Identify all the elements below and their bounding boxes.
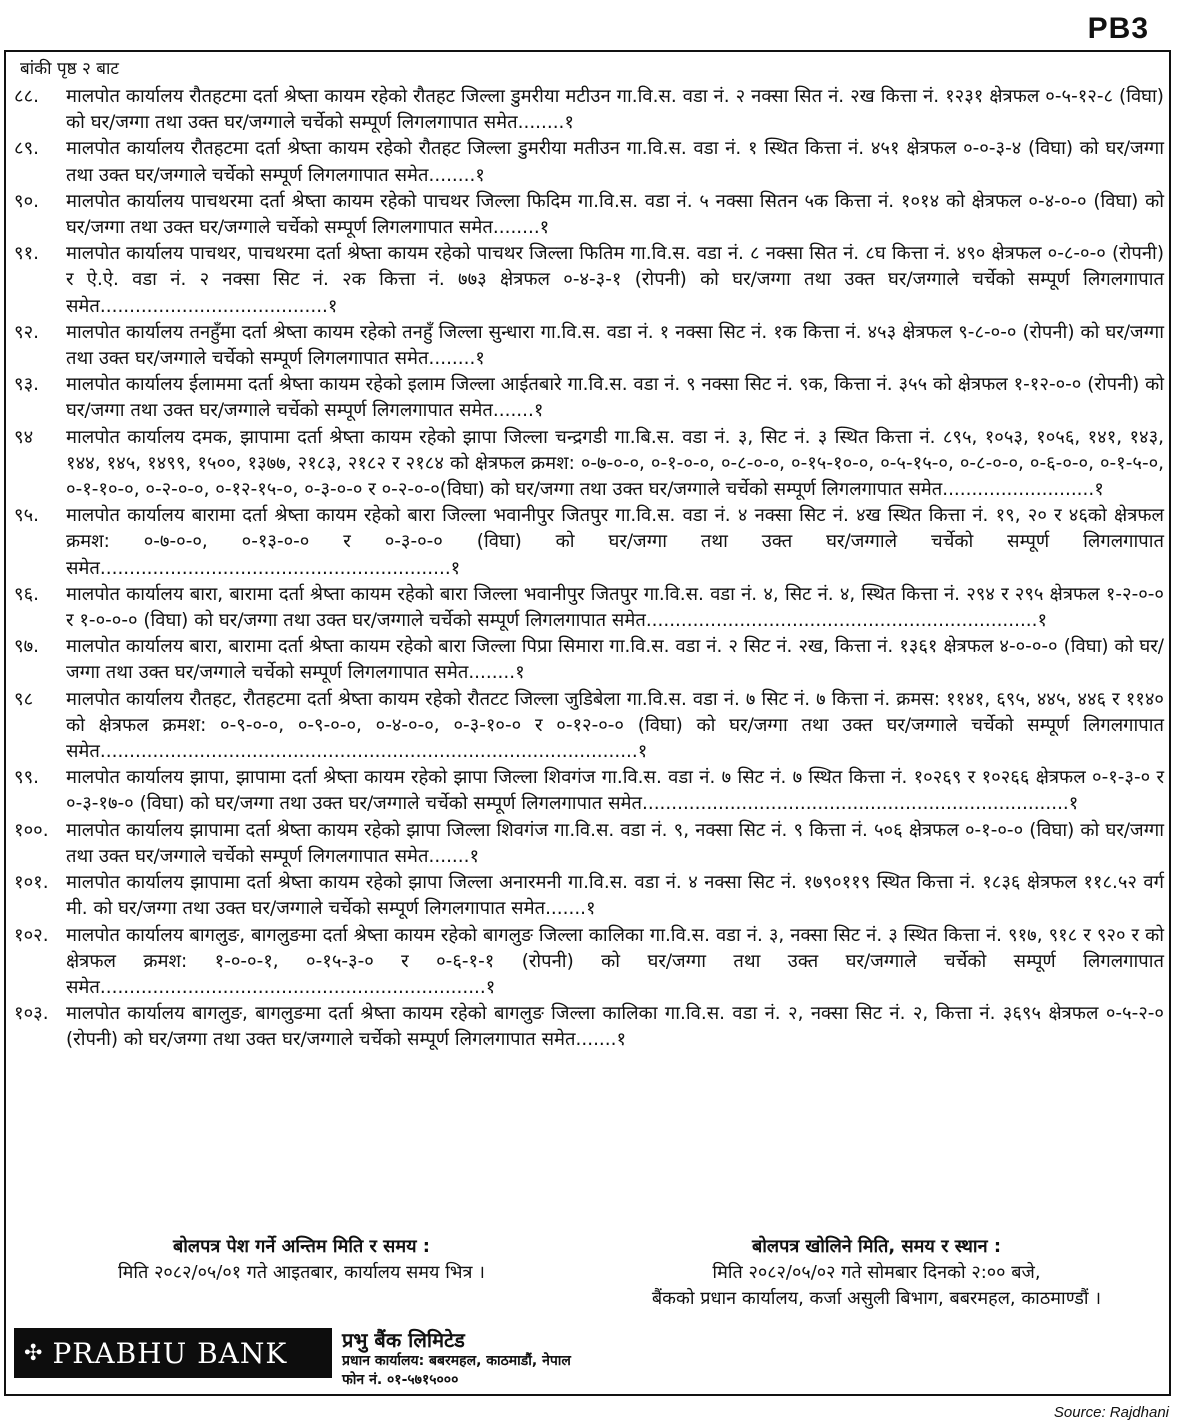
bid-info (14, 1234, 1164, 1312)
item-text: मालपोत कार्यालय रौतहटमा दर्ता श्रेष्ता कायम रहेको रौतहट जिल्ला डुमरीया मतीउन गा.वि.स. वडा नं. १ स्थित कित्ता नं. ४५१ क्षेत्रफल ०-०-३-४ (विघा) को घर/जग्गा तथा उक्त घर/जग्गाले चर्चेको सम्पूर्ण लिगलगापात समेत........१ (66, 138, 1164, 186)
item-text: मालपोत कार्यालय ईलाममा दर्ता श्रेष्ता कायम रहेको इलाम जिल्ला आईतबारे गा.वि.स. वडा नं. ९ नक्सा सिट नं. ९क, कित्ता नं. ३५५ को क्षेत्रफल १-१२-०-० (रोपनी) को घर/जग्गा तथा उक्त घर/जग्गाले चर्चेको सम्पूर्ण लिगलगापात समेत.......१ (66, 374, 1164, 422)
item-number: ९८ (14, 688, 34, 710)
bank-info (342, 1328, 571, 1390)
list-item (14, 818, 1164, 870)
item-text: मालपोत कार्यालय बारामा दर्ता श्रेष्ता कायम रहेको बारा जिल्ला भवानीपुर जितपुर गा.वि.स. वडा नं. ४ नक्सा सिट नं. ४ख स्थित कित्ता नं. १९, २० र ४६को क्षेत्रफल क्रमश: ०-७-०-०, ०-१३-०-० र ०-३-०-० (विघा) को घर/जग्गा तथा उक्त घर/जग्गाले चर्चेको सम्पूर्ण लिगलगापात समेत............................................................१ (66, 505, 1164, 579)
item-number: ९९. (14, 767, 39, 789)
bank-signature (14, 1328, 571, 1390)
bank-phone: फोन नं. ०१-५७१५००० (342, 1372, 459, 1388)
item-text: मालपोत कार्यालय बारा, बारामा दर्ता श्रेष्ता कायम रहेको बारा जिल्ला भवानीपुर जितपुर गा.वि.स. वडा नं. ४, सिट नं. ४, स्थित कित्ता नं. २९४ र २९५ क्षेत्रफल १-२-०-० र १-०-०-० (विघा) को घर/जग्गा तथा उक्त घर/जग्गाले चर्चेको सम्पूर्ण लिगलगापात समेत...................................................................१ (66, 583, 1164, 632)
list-item (14, 870, 1164, 922)
item-text: मालपोत कार्यालय दमक, झापामा दर्ता श्रेष्ता कायम रहेको झापा जिल्ला चन्द्रगडी गा.बि.स. वडा नं. ३, सिट नं. ३ स्थित कित्ता नं. ८९५, १०५३, १०५६, १४१, १४३, १४४, १४५, १४९९, १५००, १३७७, २१८३, २१८२ र २१८४ को क्षेत्रफल क्रमश: ०-७-०-०, ०-१-०-०, ०-८-०-०, ०-१५-१०-०, ०-५-१५-०, ०-८-०-०, ०-६-०-०, ०-१-५-०, ०-१-१०-०, ०-२-०-०, ०-१२-१५-०, ०-३-०-० र ०-२-०-०(विघा) को घर/जग्गा तथा उक्त घर/जग्गाले चर्चेको सम्पूर्ण लिगलगापात समेत..........................१ (66, 426, 1164, 501)
list-item (14, 372, 1164, 424)
bid-opening-heading: बोलपत्र खोलिने मिति, समय र स्थान : (751, 1236, 1002, 1257)
bank-name: प्रभु बैंक लिमिटेड (342, 1328, 465, 1352)
item-text: मालपोत कार्यालय पाचथरमा दर्ता श्रेष्ता कायम रहेको पाचथर जिल्ला फिदिम गा.वि.स. वडा नं. ५ नक्सा सितन ५क कित्ता नं. १०१४ को क्षेत्रफल ०-४-०-० (विघा) को घर/जग्गा तथा उक्त घर/जग्गाले चर्चेको सम्पूर्ण लिगलगापात समेत........१ (66, 190, 1164, 239)
item-number: ९०. (14, 190, 39, 212)
item-text: मालपोत कार्यालय झापा, झापामा दर्ता श्रेष्ता कायम रहेको झापा जिल्ला शिवगंज गा.वि.स. वडा नं. ७ सिट नं. ७ स्थित कित्ता नं. १०२६९ र १०२६६ क्षेत्रफल ०-१-३-० र ०-३-१७-० (विघा) को घर/जग्गा तथा उक्त घर/जग्गाले चर्चेको सम्पूर्ण लिगलगापात समेत.........................................................................१ (66, 767, 1164, 815)
item-text: मालपोत कार्यालय बारा, बारामा दर्ता श्रेष्ता कायम रहेको बारा जिल्ला पिप्रा सिमारा गा.वि.स. वडा नं. २ सिट नं. २ख, कित्ता नं. १३६१ क्षेत्रफल ४-०-०-० (विघा) को घर/जग्गा तथा उक्त घर/जग्गाले चर्चेको सम्पूर्ण लिगलगापात समेत........१ (66, 636, 1164, 684)
property-list (14, 84, 1164, 1054)
item-number: ८८. (14, 86, 39, 107)
list-item (14, 923, 1164, 1002)
list-item (14, 765, 1164, 817)
page-label: PB3 (1087, 12, 1149, 45)
list-item (14, 582, 1164, 634)
item-text: मालपोत कार्यालय रौतहटमा दर्ता श्रेष्ता कायम रहेको रौतहट जिल्ला डुमरीया मटीउन गा.वि.स. वडा नं. २ नक्सा सित नं. २ख कित्ता नं. १२३१ क्षेत्रफल ०-५-१२-८ (विघा) को घर/जग्गा तथा उक्त घर/जग्गाले चर्चेको सम्पूर्ण लिगलगापात समेत........१ (66, 86, 1164, 134)
item-number: ९२. (14, 321, 39, 343)
list-item (14, 136, 1164, 188)
item-number: ९५. (14, 505, 39, 527)
notice-frame (4, 50, 1171, 1396)
bid-deadline-heading: बोलपत्र पेश गर्ने अन्तिम मिति र समय : (172, 1236, 431, 1257)
item-text: मालपोत कार्यालय झापामा दर्ता श्रेष्ता कायम रहेको झापा जिल्ला अनारमनी गा.वि.स. वडा नं. ४ नक्सा सिट नं. १७९०११९ स्थित कित्ता नं. १८३६ क्षेत्रफल ११८.५२ वर्ग मी. को घर/जग्गा तथा उक्त घर/जग्गाले चर्चेको सम्पूर्ण लिगलगापात समेत.......१ (66, 872, 1164, 920)
item-number: १०३. (14, 1003, 49, 1025)
list-item (14, 425, 1164, 504)
list-item (14, 189, 1164, 241)
bank-logo (14, 1328, 332, 1378)
item-text: मालपोत कार्यालय रौतहट, रौतहटमा दर्ता श्रेष्ता कायम रहेको रौतटट जिल्ला जुडिबेला गा.वि.स. वडा नं. ७ सिट नं. ७ कित्ता नं. क्रमस: ११४१, ६९५, ४४५, ४४६ र ११४० को क्षेत्रफल क्रमश: ०-९-०-०, ०-९-०-०, ०-४-०-०, ०-३-१०-० र ०-१२-०-० (विघा) को घर/जग्गा तथा उक्त घर/जग्गाले चर्चेको सम्पूर्ण लिगलगापात समेत............................................................................................१ (66, 688, 1164, 763)
item-text: मालपोत कार्यालय झापामा दर्ता श्रेष्ता कायम रहेको झापा जिल्ला शिवगंज गा.वि.स. वडा नं. ९, नक्सा सिट नं. ९ कित्ता नं. ५०६ क्षेत्रफल ०-१-०-० (विघा) को घर/जग्गा तथा उक्त घर/जग्गाले चर्चेको सम्पूर्ण लिगलगापात समेत.......१ (66, 819, 1164, 867)
bid-opening-text-2: बैंकको प्रधान कार्यालय, कर्जा असुली बिभाग, बबरमहल, काठमाण्डौं । (651, 1288, 1102, 1309)
bid-deadline-text: मिति २०८२/०५/०१ गते आइतबार, कार्यालय समय भित्र । (118, 1262, 485, 1283)
item-text: मालपोत कार्यालय बागलुङ, बागलुङमा दर्ता श्रेष्ता कायम रहेको बागलुङ जिल्ला कालिका गा.वि.स. वडा नं. ३, नक्सा सिट नं. ३ स्थित कित्ता नं. ९१७, ९१८ र ९२० र को क्षेत्रफल क्रमश: १-०-०-१, ०-१५-३-० र ०-६-१-१ (रोपनी) को घर/जग्गा तथा उक्त घर/जग्गाले चर्चेको सम्पूर्ण लिगलगापात समेत..................................................................१ (66, 924, 1164, 998)
item-number: ९४ (14, 426, 34, 448)
item-number: १०१. (14, 872, 49, 894)
bid-opening-text-1: मिति २०८२/०५/०२ गते सोमबार दिनको २:०० बजे, (712, 1262, 1041, 1283)
item-number: ८९. (14, 138, 39, 160)
item-number: १००. (14, 819, 49, 841)
list-item (14, 320, 1164, 372)
item-number: ९१. (14, 243, 39, 265)
bank-logo-text: PRABHU BANK (52, 1336, 288, 1370)
list-item (14, 503, 1164, 582)
bid-deadline-block (14, 1234, 589, 1312)
source-credit: Source: Rajdhani (1053, 1404, 1169, 1421)
bank-logo-icon: ✣ (24, 1340, 43, 1366)
item-text: मालपोत कार्यालय तनहुँमा दर्ता श्रेष्ता कायम रहेको तनहुँ जिल्ला सुन्धारा गा.वि.स. वडा नं. १ नक्सा सिट नं. १क कित्ता नं. ४५३ क्षेत्रफल ९-८-०-० (रोपनी) को घर/जग्गा तथा उक्त घर/जग्गाले चर्चेको सम्पूर्ण लिगलगापात समेत........१ (66, 321, 1164, 370)
item-number: ९६. (14, 583, 39, 605)
list-item (14, 241, 1164, 320)
bank-office: प्रधान कार्यालय: बबरमहल, काठमाडौं, नेपाल (342, 1353, 571, 1369)
item-number: ९३. (14, 374, 39, 396)
list-item (14, 687, 1164, 766)
list-item (14, 634, 1164, 686)
list-item (14, 1001, 1164, 1053)
item-number: १०२. (14, 924, 49, 946)
item-number: ९७. (14, 636, 39, 658)
bid-opening-block (589, 1234, 1164, 1312)
item-text: मालपोत कार्यालय पाचथर, पाचथरमा दर्ता श्रेष्ता कायम रहेको पाचथर जिल्ला फितिम गा.वि.स. वडा नं. ८ नक्सा सित नं. ८घ कित्ता नं. ४९० क्षेत्रफल ०-८-०-० (रोपनी) र ऐ.ऐ. वडा नं. २ नक्सा सिट नं. २क कित्ता नं. ७७३ क्षेत्रफल ०-४-३-१ (रोपनी) को घर/जग्गा तथा उक्त घर/जग्गाले चर्चेको सम्पूर्ण लिगलगापात समेत.......................................१ (66, 243, 1164, 317)
continued-note: बांकी पृष्ठ २ बाट (20, 59, 119, 79)
item-text: मालपोत कार्यालय बागलुङ, बागलुङमा दर्ता श्रेष्ता कायम रहेको बागलुङ जिल्ला कालिका गा.वि.स. वडा नं. २, नक्सा सिट नं. २, कित्ता नं. ३६९५ क्षेत्रफल ०-५-२-० (रोपनी) को घर/जग्गा तथा उक्त घर/जग्गाले चर्चेको सम्पूर्ण लिगलगापात समेत.......१ (66, 1003, 1164, 1051)
list-item (14, 84, 1164, 136)
